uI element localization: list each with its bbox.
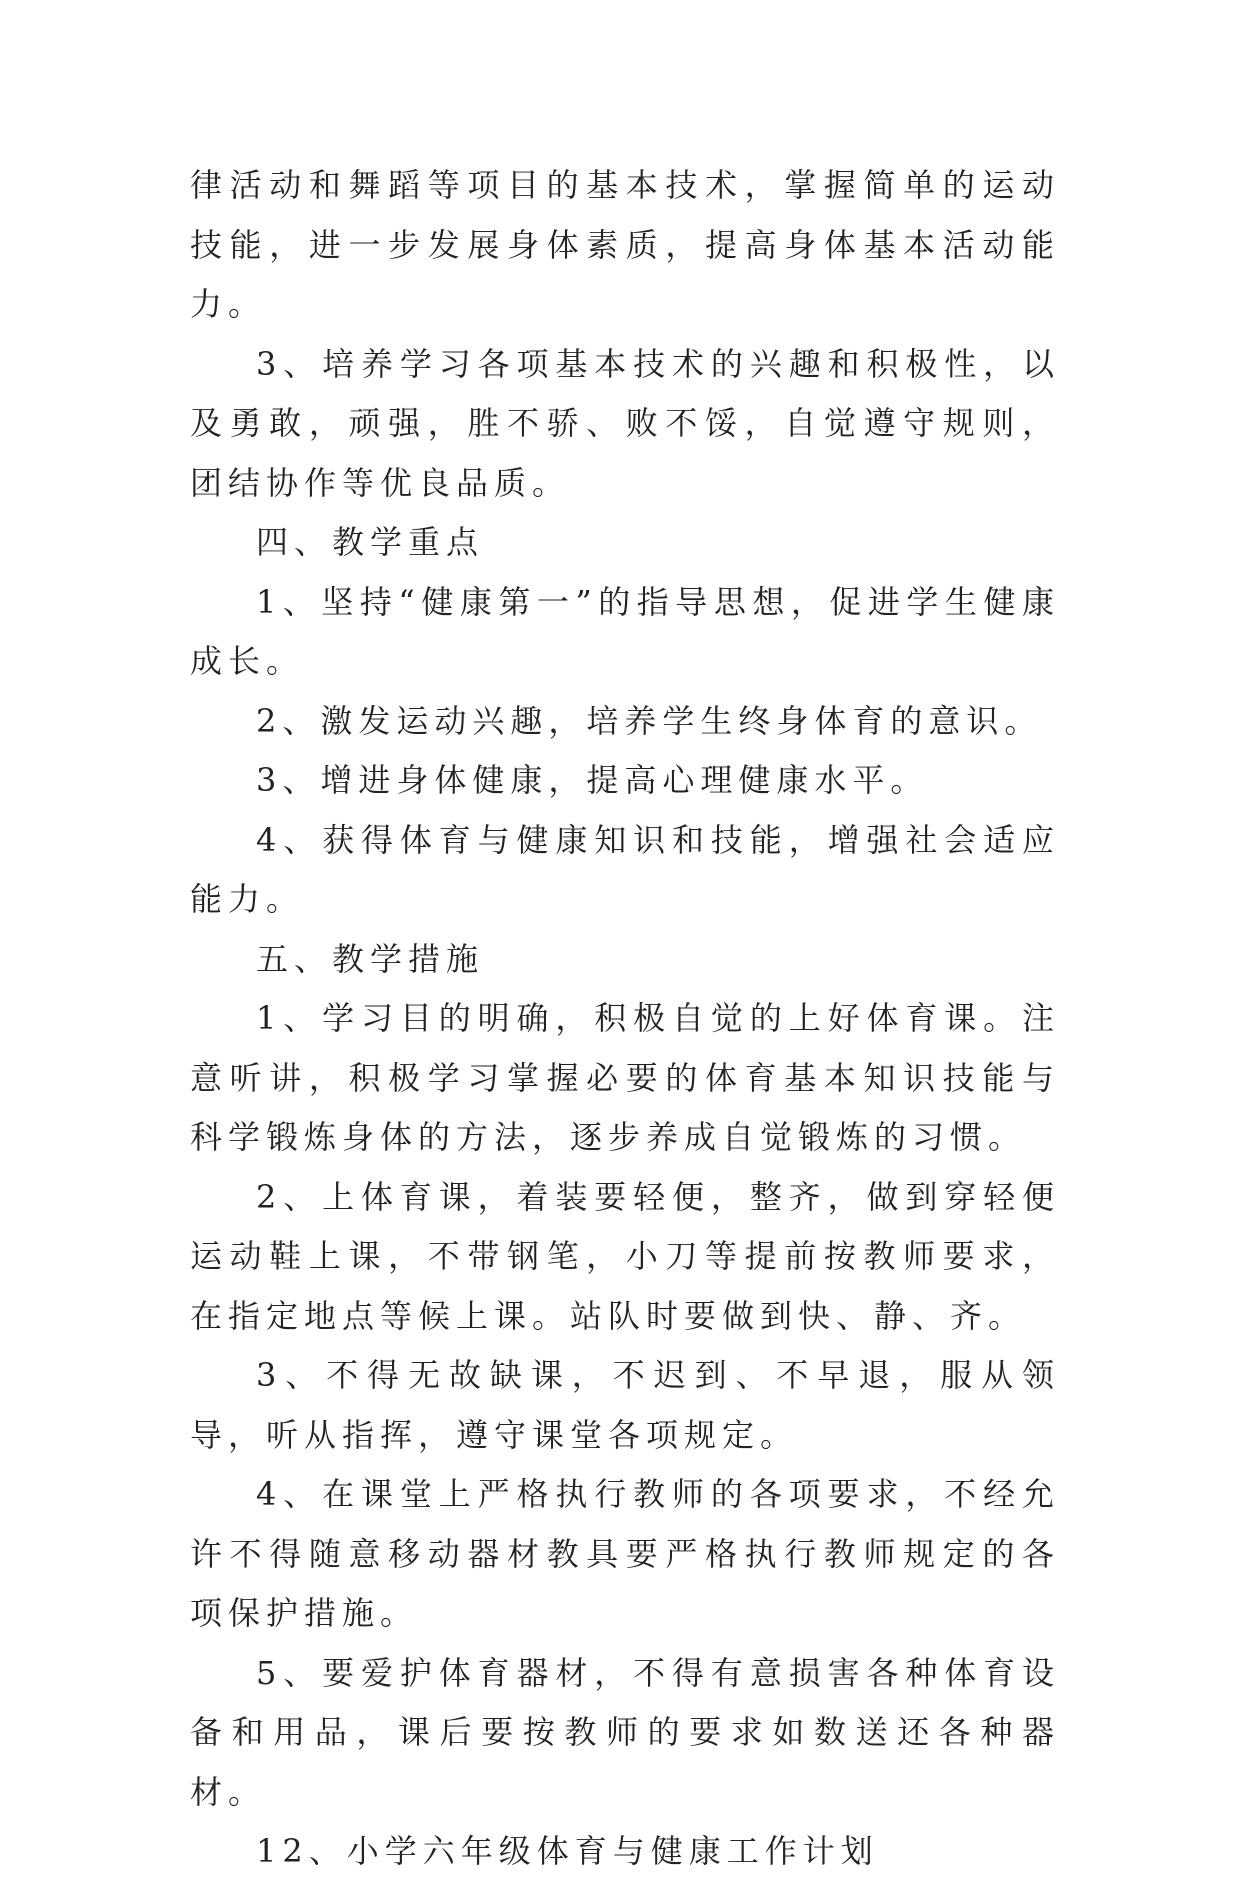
paragraph-focus-3: 3、增进身体健康，提高心理健康水平。 — [256, 761, 929, 799]
document-body — [190, 156, 1060, 1882]
next-document-title: 12、小学六年级体育与健康工作计划 — [256, 1832, 879, 1870]
paragraph-measure-5: 5、要爱护体育器材，不得有意损害各种体育设备和用品，课后要按教师的要求如数送还各种器材。 — [190, 1653, 1060, 1811]
paragraph-measure-4: 4、在课堂上严格执行教师的各项要求，不经允许不得随意移动器材教具要严格执行教师规定的各项保护措施。 — [190, 1475, 1060, 1632]
paragraph-continuation: 律活动和舞蹈等项目的基本技术，掌握简单的运动技能，进一步发展身体素质，提高身体基本活动能力。 — [190, 166, 1060, 323]
paragraph-focus-4: 4、获得体育与健康知识和技能，增强社会适应能力。 — [190, 820, 1060, 918]
paragraph-objective-3: 3、培养学习各项基本技术的兴趣和积极性，以及勇敢，顽强，胜不骄、败不馁，自觉遵守规则，团结协作等优良品质。 — [190, 344, 1060, 502]
section-heading-teaching-measures: 五、教学措施 — [256, 939, 485, 978]
paragraph-focus-2: 2、激发运动兴趣，培养学生终身体育的意识。 — [256, 701, 1043, 740]
paragraph-measure-3: 3、不得无故缺课，不迟到、不早退，服从领导，听从指挥，遵守课堂各项规定。 — [190, 1356, 1060, 1454]
paragraph-measure-2: 2、上体育课，着装要轻便，整齐，做到穿轻便运动鞋上课，不带钢笔，小刀等提前按教师要求，在指定地点等候上课。站队时要做到快、静、齐。 — [190, 1177, 1060, 1335]
paragraph-measure-1: 1、学习目的明确，积极自觉的上好体育课。注意听讲，积极学习掌握必要的体育基本知识技能与科学锻炼身体的方法，逐步养成自觉锻炼的习惯。 — [190, 999, 1060, 1156]
paragraph-focus-1: 1、坚持“健康第一”的指导思想，促进学生健康成长。 — [190, 582, 1060, 680]
section-heading-teaching-focus: 四、教学重点 — [256, 523, 485, 561]
